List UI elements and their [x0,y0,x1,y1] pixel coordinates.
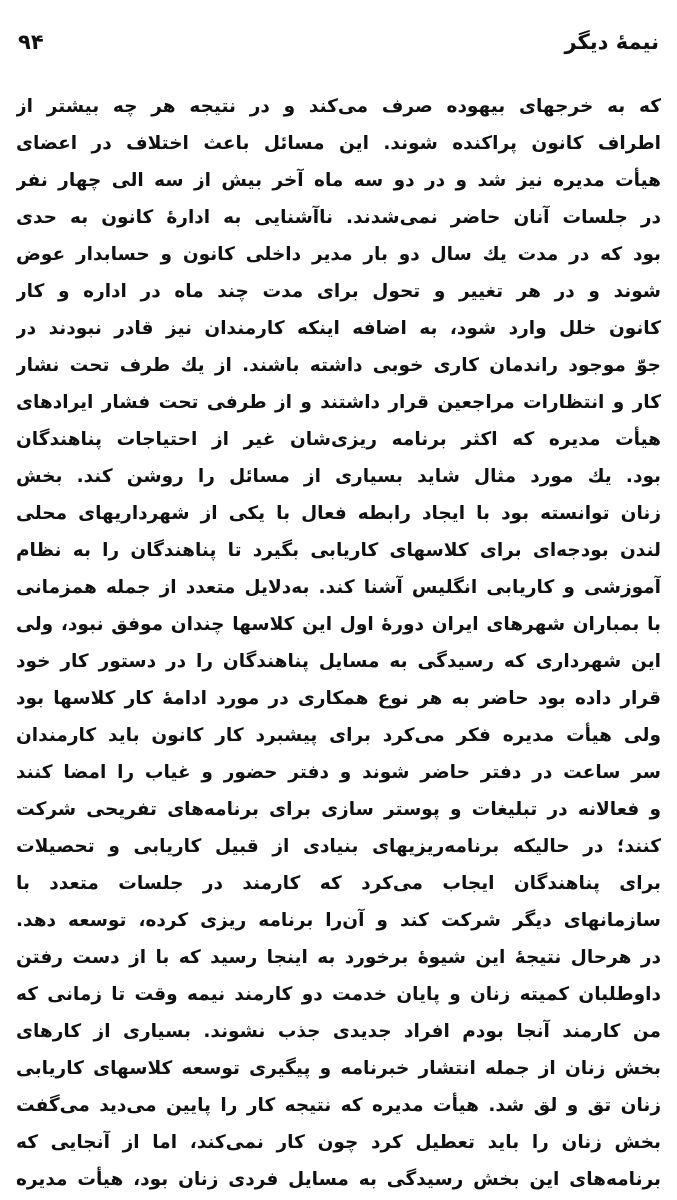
text-line: هیأت مدیره نیز شد و در دو سه ماه آخر بیش از سه الی چهار نفر [16,170,661,191]
text-line: و فعالانه در تبلیغات و پوستر سازی برای برنامه‌های تفریحی شرکت [16,799,661,820]
text-line: شوند و در هر تغییر و تحول برای مدت چند ماه در اداره و کار [16,281,661,302]
text-line: لندن بودجه‌ای برای کلاسهای کاریابی بگیرد تا پناهندگان را به نظام [16,540,661,561]
page-number: ۹۴ [18,30,44,54]
text-line: بود که در مدت یك سال دو بار مدیر داخلی کانون و حسابدار عوض [16,244,661,265]
text-line: این شهرداری که رسیدگی به مسایل پناهندگان را در دستور کار خود [16,651,661,672]
text-line: بود. یك مورد مثال شاید بسیاری از مسائل را روشن کند. بخش [16,466,661,487]
text-line: برنامه‌های این بخش رسیدگی به مسایل فردی زنان بود، هیأت مدیره [16,1169,661,1190]
text-line: که به خرجهای بیهوده صرف می‌کند و در نتیجه هر چه بیشتر از [16,96,661,117]
text-line: بخش زنان را باید تعطیل کرد چون کار نمی‌کند، اما از آنجایی که [16,1132,661,1153]
text-line: سازمانهای دیگر شرکت کند و آن‌را برنامه ریزی کرده، توسعه دهد. [16,910,661,931]
text-line: کار و انتظارات مراجعین قرار داشتند و از طرفی تحت فشار ایرادهای [16,392,661,413]
text-line: با بمباران شهرهای ایران دورهٔ اول این کلاسها چندان موفق نبود، ولی [16,614,661,635]
text-line: بخش زنان از جمله انتشار خبرنامه و پیگیری توسعه کلاسهای کاریابی [16,1058,661,1079]
text-line: هیأت مدیره که اکثر برنامه ریزی‌شان غیر از احتیاجات پناهندگان [16,429,661,450]
text-line: کنند؛ در حالیکه برنامه‌ریزیهای بنیادی از قبیل کاریابی و تحصیلات [16,836,661,857]
body-text [16,88,661,1198]
text-line: من کارمند آنجا بودم افراد جدیدی جذب نشوند. بسیاری از کارهای [16,1021,661,1042]
text-line: ولی هیأت مدیره فکر می‌کرد برای پیشبرد کار کانون باید کارمندان [16,725,661,746]
text-line: زنان تق و لق شد. هیأت مدیره که نتیجه کار را پایین می‌دید می‌گفت [16,1095,661,1116]
text-line: قرار داده بود حاضر به هر نوع همکاری در مورد ادامهٔ کار کلاسها بود [16,688,661,709]
text-line: در جلسات آنان حاضر نمی‌شدند. ناآشنایی به ادارهٔ کانون به حدی [16,207,661,228]
text-line: اطراف کانون پراکنده شوند. این مسائل باعث اختلاف در اعضای [16,133,661,154]
running-title: نیمهٔ دیگر [564,30,659,54]
text-line: سر ساعت در دفتر حاضر شوند و دفتر حضور و غیاب را امضا کنند [16,762,661,783]
text-line: کانون خلل وارد شود، به اضافه اینکه کارمندان نیز قادر نبودند در [16,318,661,339]
text-line: آموزشی و کاریابی انگلیس آشنا کند. به‌دلایل متعدد از جمله همزمانی [16,577,661,598]
text-line: زنان توانسته بود با ایجاد رابطه فعال با یکی از شهرداریهای محلی [16,503,661,524]
page-header [18,24,659,60]
text-line: داوطلبان کمیته زنان و پایان خدمت دو کارمند نیمه وقت تا زمانی که [16,984,661,1005]
text-line: در هرحال نتیجهٔ این شیوهٔ برخورد به اینجا رسید که با از دست رفتن [16,947,661,968]
text-line: جوّ موجود راندمان کاری خوبی داشته باشند. از یك طرف تحت نشار [16,355,661,376]
text-line: برای پناهندگان ایجاب می‌کرد که کارمند در جلسات متعدد با [16,873,661,894]
